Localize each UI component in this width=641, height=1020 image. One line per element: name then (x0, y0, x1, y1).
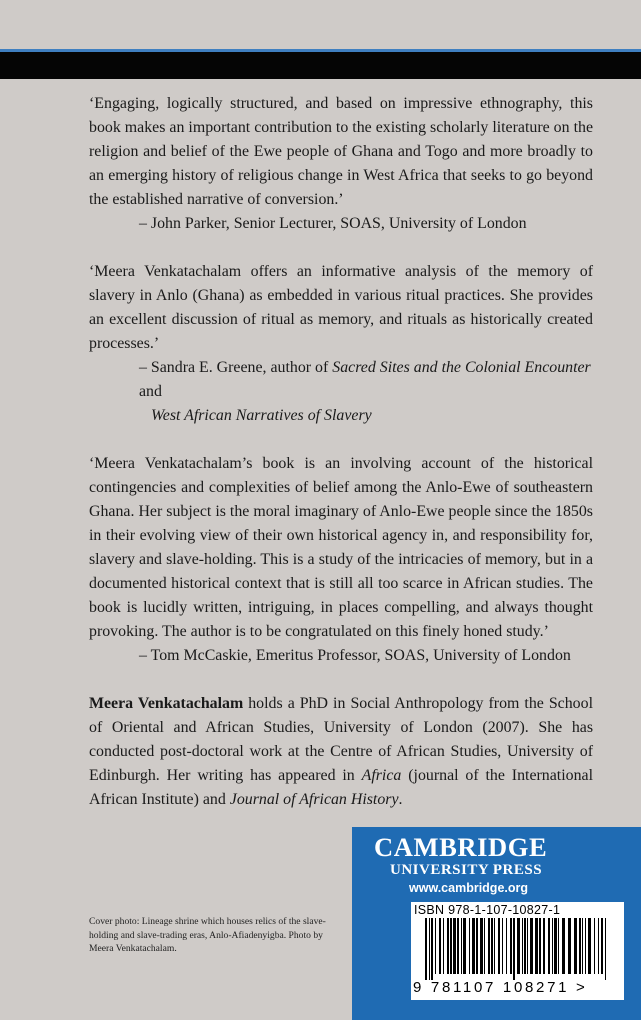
isbn-label: ISBN 978-1-107-10827-1 (414, 903, 561, 917)
quote-attribution (89, 356, 593, 428)
barcode-bar (513, 918, 515, 980)
barcode-bar (506, 918, 507, 974)
publisher-press: UNIVERSITY PRESS (390, 862, 543, 878)
barcode-bar (439, 918, 441, 974)
barcode (411, 918, 624, 980)
quote-text: ‘Engaging, logically structured, and based on impressive ethnography, this book makes an important contribution to the existing scholarly literature on the religion and belief of the Ewe people of Ghana and Togo and more broadly to an emerging history of religious change in West Africa that seeks to go beyond the established narrative of conversion.’ (89, 95, 593, 208)
barcode-bar (461, 918, 462, 974)
bio-text: . (398, 791, 403, 808)
barcode-bar (484, 918, 485, 974)
back-cover-text (89, 92, 593, 812)
barcode-bar (598, 918, 599, 974)
quote-attribution: – John Parker, Senior Lecturer, SOAS, University of London (139, 215, 527, 232)
author-bio (89, 692, 593, 812)
barcode-bar (548, 918, 550, 974)
publisher-url: www.cambridge.org (409, 881, 529, 895)
book-title: Sacred Sites and the Colonial Encounter (332, 359, 591, 376)
quote-attribution: – Tom McCaskie, Emeritus Professor, SOAS, University of London (139, 647, 571, 664)
barcode-bar (554, 918, 557, 974)
attribution-prefix: – Sandra E. Greene, author of (139, 359, 333, 376)
barcode-bar (431, 918, 433, 980)
barcode-bar (469, 918, 470, 974)
barcode-bar (447, 918, 449, 974)
review-quote-2 (89, 260, 593, 428)
barcode-bar (502, 918, 503, 974)
barcode-bar (517, 918, 520, 974)
barcode-bar (429, 918, 430, 980)
barcode-bar (530, 918, 533, 974)
barcode-bar (543, 918, 545, 974)
barcode-bar (605, 918, 606, 980)
barcode-bar (582, 918, 583, 974)
barcode-bar (472, 918, 475, 974)
bio-text: (journal of the International African Institute) and (89, 767, 593, 808)
barcode-bar (588, 918, 591, 974)
barcode-bar (510, 918, 512, 974)
cover-photo-credit: Cover photo: Lineage shrine which houses relics of the slave-holding and slave-trading eras, Anlo-Afiadenyigba. Photo by Meera Venkatachalam. (89, 916, 326, 954)
barcode-bar (574, 918, 577, 974)
barcode-bar (491, 918, 493, 974)
quote-text: ‘Meera Venkatachalam offers an informative analysis of the memory of slavery in Anlo (Ghana) as embedded in various ritual practices. She provides an excellent discussion of ritual as memory, and rituals as historically created processes.’ (89, 263, 593, 352)
barcode-bar (539, 918, 541, 974)
barcode-bar (601, 918, 603, 974)
barcode-bar (498, 918, 500, 974)
barcode-bar (585, 918, 586, 974)
barcode-bar (425, 918, 427, 980)
bio-text: holds a PhD in Social Anthropology from the School of Oriental and African Studies, University of London (2007). She has conducted post-doctoral work at the Centre of African Studies, University of Edinburgh. Her writing has appeared in (89, 695, 593, 784)
barcode-bar (552, 918, 553, 974)
quote-text: ‘Meera Venkatachalam’s book is an involving account of the historical contingencies and complexities of belief among the Anlo-Ewe of southeastern Ghana. Her subject is the moral imaginary of Anlo-Ewe people since the 1850s in their evolving view of their own historical agency in, and responsibility for, slavery and slave-holding. This is a study of the intricacies of memory, but in a documented historical context that is still all too scarce in African studies. The book is lucidly written, intriguing, in places compelling, and always thought provoking. The author is to be congratulated on this finely honed study.’ (89, 455, 593, 640)
journal-title: Africa (361, 767, 402, 784)
barcode-bar (435, 918, 436, 974)
barcode-bar (527, 918, 528, 974)
barcode-bar (594, 918, 595, 974)
book-title: West African Narratives of Slavery (151, 407, 372, 424)
publisher-name: CAMBRIDGE (374, 832, 548, 862)
barcode-bar (463, 918, 466, 974)
barcode-bar (562, 918, 565, 974)
barcode-panel (411, 902, 624, 1000)
top-black-band (0, 52, 641, 79)
barcode-bar (524, 918, 526, 974)
barcode-bar (535, 918, 538, 974)
barcode-bar (494, 918, 495, 974)
review-quote-1 (89, 92, 593, 236)
top-margin (0, 0, 641, 49)
barcode-bar (579, 918, 581, 974)
barcode-bar (443, 918, 444, 974)
attribution-and: and (139, 383, 162, 400)
publisher-box (352, 827, 641, 1020)
barcode-bar (453, 918, 456, 974)
barcode-digits: 9 781107 108271 > (413, 979, 588, 996)
barcode-bar (457, 918, 459, 974)
barcode-bar (480, 918, 483, 974)
barcode-bar (522, 918, 523, 974)
barcode-bar (558, 918, 559, 974)
author-name: Meera Venkatachalam (89, 695, 244, 712)
barcode-bar (568, 918, 571, 974)
journal-title: Journal of African History (229, 791, 399, 808)
barcode-bar (488, 918, 490, 974)
barcode-bar (450, 918, 452, 974)
barcode-bar (476, 918, 478, 974)
review-quote-3 (89, 452, 593, 668)
